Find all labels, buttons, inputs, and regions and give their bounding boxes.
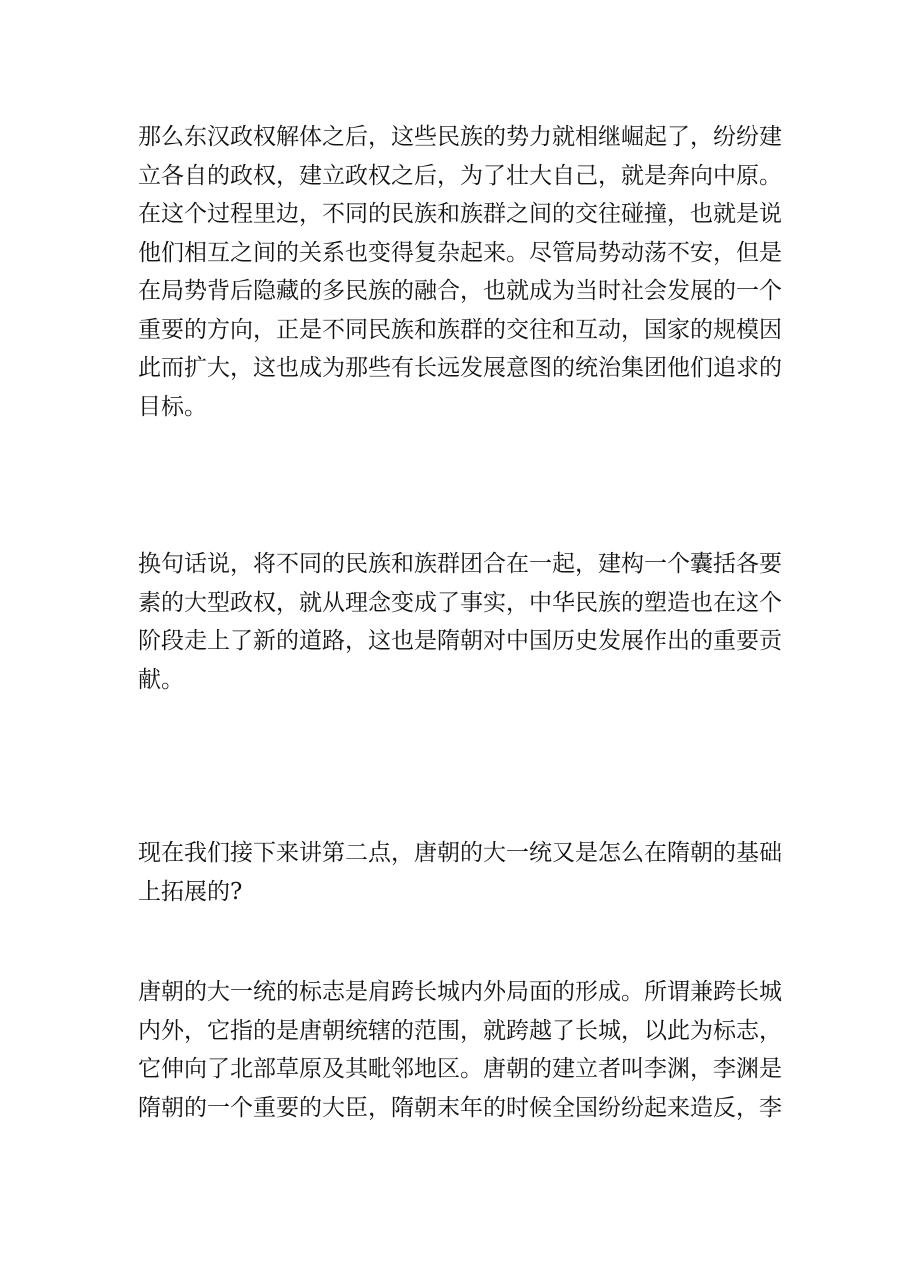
paragraph-2: 换句话说，将不同的民族和族群团合在一起，建构一个囊括各要 素的大型政权，就从理念变成了事实，中华民族的塑造也在这个 阶段走上了新的道路，这也是隋朝对中国历史发展作出的重要贡 献。 [138, 551, 782, 693]
paragraph-3: 现在我们接下来讲第二点，唐朝的大一统又是怎么在隋朝的基础 上拓展的? [138, 840, 782, 905]
paragraph-1: 那么东汉政权解体之后，这些民族的势力就相继崛起了，纷纷建 立各自的政权，建立政权之后，为了壮大自己，就是奔向中原。 在这个过程里边，不同的民族和族群之间的交往碰撞，也就是说 他们相互之间的关系也变得复杂起来。尽管局势动荡不安，但是 在局势背后隐藏的多民族的融合，也就成为当时社会发展的一个 重要的方向，正是不同民族和族群的交往和互动，国家的规模因 此而扩大，这也成为那些有长远发展意图的统治集团他们追求的 目标。 [138, 124, 782, 420]
paragraph-4: 唐朝的大一统的标志是肩跨长城内外局面的形成。所谓兼跨长城 内外，它指的是唐朝统辖的范围，就跨越了长城，以此为标志， 它伸向了北部草原及其毗邻地区。唐朝的建立者叫李渊，李渊是 隋朝的一个重要的大臣，隋朝末年的时候全国纷纷起来造反，李 [138, 979, 782, 1121]
